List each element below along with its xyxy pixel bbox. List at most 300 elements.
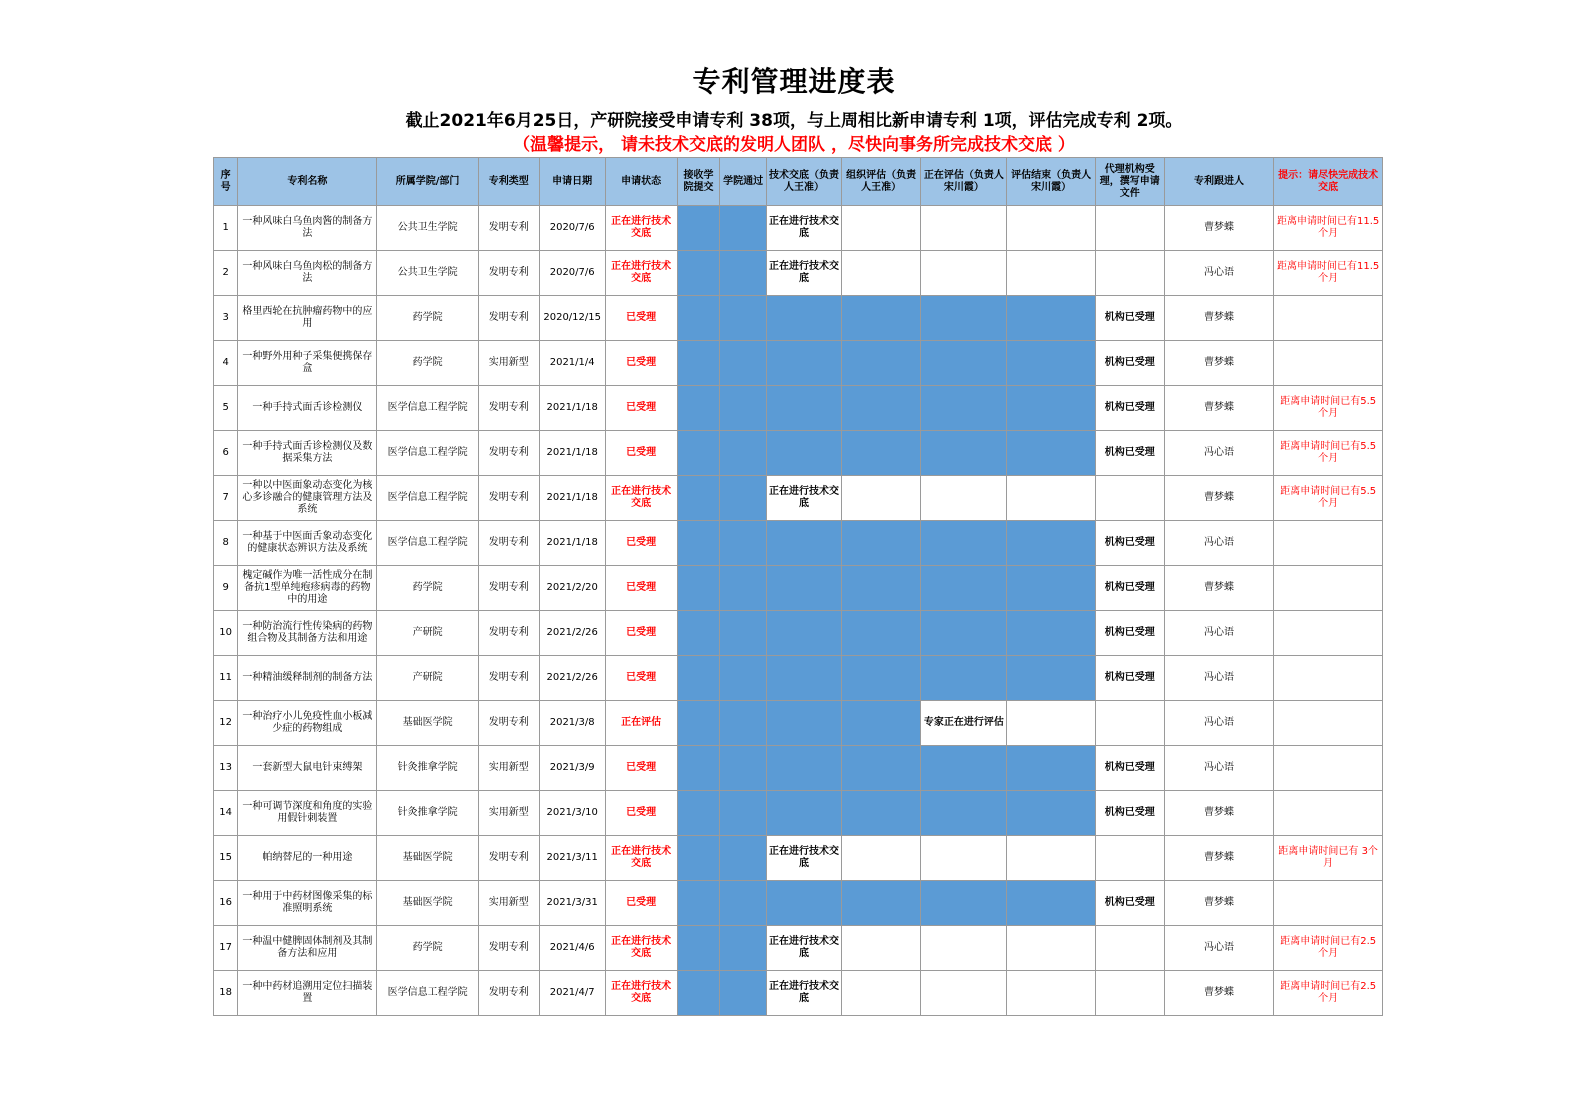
row-number: 6	[214, 431, 238, 476]
apply-status: 正在进行技术交底	[605, 476, 677, 521]
apply-status: 正在进行技术交底	[605, 251, 677, 296]
progress-eval-done	[1007, 206, 1095, 251]
apply-date: 2021/2/20	[539, 566, 605, 611]
col-header-evaluating: 正在评估（负责人宋川霞）	[921, 158, 1007, 206]
department: 药学院	[377, 926, 478, 971]
progress-received	[677, 836, 720, 881]
progress-approved	[720, 206, 767, 251]
table-row	[214, 656, 1383, 701]
apply-status: 正在进行技术交底	[605, 971, 677, 1016]
progress-organize-eval	[842, 971, 921, 1016]
progress-approved	[720, 476, 767, 521]
progress-disclosure	[766, 341, 841, 386]
progress-agency	[1095, 206, 1164, 251]
follow-up-person: 曹梦蝶	[1164, 971, 1274, 1016]
patent-type: 发明专利	[478, 386, 539, 431]
progress-agency	[1095, 701, 1164, 746]
col-header-dept: 所属学院/部门	[377, 158, 478, 206]
progress-organize-eval	[842, 566, 921, 611]
progress-disclosure: 正在进行技术交底	[766, 836, 841, 881]
progress-eval-done	[1007, 881, 1095, 926]
col-header-name: 专利名称	[238, 158, 377, 206]
progress-evaluating	[921, 296, 1007, 341]
progress-approved	[720, 296, 767, 341]
row-number: 11	[214, 656, 238, 701]
department: 针灸推拿学院	[377, 746, 478, 791]
progress-agency: 机构已受理	[1095, 386, 1164, 431]
progress-agency: 机构已受理	[1095, 521, 1164, 566]
table-row	[214, 746, 1383, 791]
patent-name: 一种手持式面舌诊检测仪	[238, 386, 377, 431]
table-row	[214, 926, 1383, 971]
table-row	[214, 701, 1383, 746]
progress-agency: 机构已受理	[1095, 656, 1164, 701]
progress-eval-done	[1007, 791, 1095, 836]
progress-organize-eval	[842, 206, 921, 251]
row-number: 1	[214, 206, 238, 251]
progress-received	[677, 971, 720, 1016]
apply-status: 已受理	[605, 881, 677, 926]
progress-eval-done	[1007, 521, 1095, 566]
apply-status: 已受理	[605, 386, 677, 431]
progress-approved	[720, 656, 767, 701]
progress-evaluating	[921, 656, 1007, 701]
progress-evaluating: 专家正在进行评估	[921, 701, 1007, 746]
apply-date: 2020/7/6	[539, 251, 605, 296]
reminder-tip: 距离申请时间已有 3个月	[1274, 836, 1383, 881]
progress-eval-done	[1007, 431, 1095, 476]
apply-status: 正在进行技术交底	[605, 206, 677, 251]
patent-name: 一种野外用种子采集便携保存盒	[238, 341, 377, 386]
department: 医学信息工程学院	[377, 476, 478, 521]
patent-type: 发明专利	[478, 611, 539, 656]
progress-disclosure	[766, 296, 841, 341]
progress-agency: 机构已受理	[1095, 566, 1164, 611]
progress-evaluating	[921, 881, 1007, 926]
patent-name: 槐定碱作为唯一活性成分在制备抗1型单纯疱疹病毒的药物中的用途	[238, 566, 377, 611]
progress-organize-eval	[842, 386, 921, 431]
table-row	[214, 566, 1383, 611]
progress-disclosure: 正在进行技术交底	[766, 251, 841, 296]
patent-name: 一种基于中医面舌象动态变化的健康状态辨识方法及系统	[238, 521, 377, 566]
patent-type: 发明专利	[478, 476, 539, 521]
row-number: 8	[214, 521, 238, 566]
apply-date: 2021/1/18	[539, 476, 605, 521]
apply-status: 正在评估	[605, 701, 677, 746]
patent-name: 一种手持式面舌诊检测仪及数据采集方法	[238, 431, 377, 476]
progress-approved	[720, 386, 767, 431]
apply-date: 2021/3/8	[539, 701, 605, 746]
table-row	[214, 431, 1383, 476]
apply-date: 2021/3/11	[539, 836, 605, 881]
progress-received	[677, 566, 720, 611]
progress-approved	[720, 701, 767, 746]
reminder-tip: 距离申请时间已有2.5个月	[1274, 971, 1383, 1016]
reminder-tip: 距离申请时间已有5.5个月	[1274, 476, 1383, 521]
progress-organize-eval	[842, 476, 921, 521]
row-number: 16	[214, 881, 238, 926]
patent-name: 一种精油缓释制剂的制备方法	[238, 656, 377, 701]
follow-up-person: 冯心语	[1164, 701, 1274, 746]
apply-date: 2021/1/18	[539, 521, 605, 566]
row-number: 14	[214, 791, 238, 836]
progress-organize-eval	[842, 746, 921, 791]
department: 基础医学院	[377, 881, 478, 926]
progress-disclosure	[766, 521, 841, 566]
progress-organize-eval	[842, 431, 921, 476]
apply-date: 2021/4/6	[539, 926, 605, 971]
col-header-status: 申请状态	[605, 158, 677, 206]
department: 医学信息工程学院	[377, 386, 478, 431]
patent-type: 发明专利	[478, 701, 539, 746]
patent-type: 发明专利	[478, 521, 539, 566]
row-number: 3	[214, 296, 238, 341]
table-row	[214, 881, 1383, 926]
apply-date: 2021/1/18	[539, 431, 605, 476]
progress-agency: 机构已受理	[1095, 296, 1164, 341]
progress-disclosure	[766, 791, 841, 836]
follow-up-person: 冯心语	[1164, 611, 1274, 656]
progress-evaluating	[921, 251, 1007, 296]
patent-name: 一种风味白乌鱼肉酱的制备方法	[238, 206, 377, 251]
progress-eval-done	[1007, 251, 1095, 296]
progress-organize-eval	[842, 296, 921, 341]
reminder-tip: 距离申请时间已有11.5个月	[1274, 251, 1383, 296]
progress-approved	[720, 836, 767, 881]
department: 基础医学院	[377, 701, 478, 746]
progress-organize-eval	[842, 341, 921, 386]
follow-up-person: 曹梦蝶	[1164, 836, 1274, 881]
follow-up-person: 曹梦蝶	[1164, 791, 1274, 836]
follow-up-person: 曹梦蝶	[1164, 206, 1274, 251]
patent-type: 发明专利	[478, 656, 539, 701]
follow-up-person: 曹梦蝶	[1164, 341, 1274, 386]
department: 公共卫生学院	[377, 206, 478, 251]
patent-name: 一种中药材追溯用定位扫描装置	[238, 971, 377, 1016]
progress-received	[677, 611, 720, 656]
progress-received	[677, 746, 720, 791]
table-row	[214, 206, 1383, 251]
progress-disclosure	[766, 746, 841, 791]
progress-disclosure	[766, 611, 841, 656]
follow-up-person: 冯心语	[1164, 251, 1274, 296]
follow-up-person: 曹梦蝶	[1164, 386, 1274, 431]
department: 针灸推拿学院	[377, 791, 478, 836]
progress-eval-done	[1007, 341, 1095, 386]
follow-up-person: 冯心语	[1164, 656, 1274, 701]
progress-evaluating	[921, 341, 1007, 386]
progress-eval-done	[1007, 971, 1095, 1016]
apply-date: 2021/1/4	[539, 341, 605, 386]
reminder-tip	[1274, 791, 1383, 836]
reminder-tip: 距离申请时间已有2.5个月	[1274, 926, 1383, 971]
progress-agency: 机构已受理	[1095, 341, 1164, 386]
apply-date: 2021/4/7	[539, 971, 605, 1016]
department: 基础医学院	[377, 836, 478, 881]
reminder-tip	[1274, 701, 1383, 746]
patent-name: 格里西轮在抗肿瘤药物中的应用	[238, 296, 377, 341]
progress-received	[677, 926, 720, 971]
table-row	[214, 341, 1383, 386]
progress-organize-eval	[842, 836, 921, 881]
row-number: 4	[214, 341, 238, 386]
follow-up-person: 冯心语	[1164, 926, 1274, 971]
row-number: 13	[214, 746, 238, 791]
patent-name: 一套新型大鼠电针束缚架	[238, 746, 377, 791]
row-number: 12	[214, 701, 238, 746]
progress-agency: 机构已受理	[1095, 791, 1164, 836]
apply-status: 已受理	[605, 791, 677, 836]
reminder-tip: 距离申请时间已有5.5个月	[1274, 431, 1383, 476]
table-row	[214, 476, 1383, 521]
progress-approved	[720, 746, 767, 791]
row-number: 7	[214, 476, 238, 521]
follow-up-person: 曹梦蝶	[1164, 476, 1274, 521]
table-row	[214, 791, 1383, 836]
progress-approved	[720, 971, 767, 1016]
progress-eval-done	[1007, 746, 1095, 791]
apply-status: 已受理	[605, 341, 677, 386]
department: 药学院	[377, 296, 478, 341]
progress-approved	[720, 341, 767, 386]
progress-agency	[1095, 926, 1164, 971]
patent-type: 发明专利	[478, 296, 539, 341]
department: 产研院	[377, 611, 478, 656]
progress-evaluating	[921, 521, 1007, 566]
department: 产研院	[377, 656, 478, 701]
progress-organize-eval	[842, 791, 921, 836]
department: 医学信息工程学院	[377, 521, 478, 566]
reminder-tip	[1274, 611, 1383, 656]
progress-organize-eval	[842, 701, 921, 746]
progress-evaluating	[921, 386, 1007, 431]
progress-approved	[720, 611, 767, 656]
apply-date: 2021/3/10	[539, 791, 605, 836]
row-number: 15	[214, 836, 238, 881]
col-header-eval-done: 评估结束（负责人宋川霞）	[1007, 158, 1095, 206]
progress-disclosure	[766, 386, 841, 431]
patent-type: 发明专利	[478, 566, 539, 611]
progress-eval-done	[1007, 386, 1095, 431]
col-header-received: 接收学院提交	[677, 158, 720, 206]
progress-eval-done	[1007, 836, 1095, 881]
table-row	[214, 521, 1383, 566]
progress-organize-eval	[842, 251, 921, 296]
progress-approved	[720, 881, 767, 926]
patent-name: 一种温中健脾固体制剂及其制备方法和应用	[238, 926, 377, 971]
progress-approved	[720, 926, 767, 971]
patent-type: 实用新型	[478, 746, 539, 791]
progress-eval-done	[1007, 611, 1095, 656]
apply-date: 2021/3/31	[539, 881, 605, 926]
progress-approved	[720, 791, 767, 836]
progress-received	[677, 701, 720, 746]
row-number: 18	[214, 971, 238, 1016]
apply-date: 2021/1/18	[539, 386, 605, 431]
progress-disclosure	[766, 566, 841, 611]
patent-name: 一种用于中药材图像采集的标准照明系统	[238, 881, 377, 926]
progress-approved	[720, 431, 767, 476]
progress-disclosure: 正在进行技术交底	[766, 206, 841, 251]
follow-up-person: 冯心语	[1164, 746, 1274, 791]
patent-type: 实用新型	[478, 881, 539, 926]
row-number: 10	[214, 611, 238, 656]
apply-status: 已受理	[605, 431, 677, 476]
apply-status: 已受理	[605, 746, 677, 791]
apply-date: 2020/7/6	[539, 206, 605, 251]
apply-status: 已受理	[605, 296, 677, 341]
progress-agency: 机构已受理	[1095, 746, 1164, 791]
table-row	[214, 971, 1383, 1016]
progress-received	[677, 431, 720, 476]
progress-eval-done	[1007, 296, 1095, 341]
patent-name: 一种以中医面象动态变化为核心多诊融合的健康管理方法及系统	[238, 476, 377, 521]
patent-type: 发明专利	[478, 971, 539, 1016]
reminder-tip	[1274, 566, 1383, 611]
table-row	[214, 611, 1383, 656]
col-header-disclosure: 技术交底（负责人王准）	[766, 158, 841, 206]
progress-disclosure	[766, 656, 841, 701]
progress-organize-eval	[842, 521, 921, 566]
department: 医学信息工程学院	[377, 971, 478, 1016]
apply-status: 已受理	[605, 656, 677, 701]
reminder-tip	[1274, 341, 1383, 386]
apply-date: 2021/3/9	[539, 746, 605, 791]
patent-type: 实用新型	[478, 791, 539, 836]
follow-up-person: 曹梦蝶	[1164, 566, 1274, 611]
progress-agency: 机构已受理	[1095, 431, 1164, 476]
progress-disclosure: 正在进行技术交底	[766, 476, 841, 521]
reminder-notice: （温馨提示， 请未技术交底的发明人团队 ，尽快向事务所完成技术交底 ）	[513, 135, 1075, 155]
reminder-tip	[1274, 656, 1383, 701]
patent-progress-table	[213, 157, 1383, 1016]
follow-up-person: 冯心语	[1164, 431, 1274, 476]
progress-received	[677, 476, 720, 521]
patent-type: 发明专利	[478, 836, 539, 881]
progress-received	[677, 386, 720, 431]
reminder-tip: 距离申请时间已有11.5个月	[1274, 206, 1383, 251]
progress-approved	[720, 566, 767, 611]
patent-type: 发明专利	[478, 926, 539, 971]
progress-evaluating	[921, 566, 1007, 611]
apply-status: 已受理	[605, 521, 677, 566]
progress-organize-eval	[842, 881, 921, 926]
col-header-type: 专利类型	[478, 158, 539, 206]
table-row	[214, 836, 1383, 881]
apply-status: 已受理	[605, 611, 677, 656]
reminder-tip	[1274, 521, 1383, 566]
patent-type: 发明专利	[478, 251, 539, 296]
progress-received	[677, 341, 720, 386]
progress-disclosure	[766, 431, 841, 476]
progress-received	[677, 206, 720, 251]
follow-up-person: 冯心语	[1164, 521, 1274, 566]
progress-disclosure: 正在进行技术交底	[766, 971, 841, 1016]
department: 药学院	[377, 566, 478, 611]
row-number: 5	[214, 386, 238, 431]
col-header-agency: 代理机构受理，撰写申请文件	[1095, 158, 1164, 206]
progress-organize-eval	[842, 656, 921, 701]
patent-name: 帕纳替尼的一种用途	[238, 836, 377, 881]
progress-organize-eval	[842, 611, 921, 656]
col-header-date: 申请日期	[539, 158, 605, 206]
patent-name: 一种治疗小儿免疫性血小板减少症的药物组成	[238, 701, 377, 746]
progress-received	[677, 656, 720, 701]
patent-name: 一种风味白乌鱼肉松的制备方法	[238, 251, 377, 296]
apply-date: 2021/2/26	[539, 611, 605, 656]
progress-approved	[720, 251, 767, 296]
apply-status: 正在进行技术交底	[605, 836, 677, 881]
apply-status: 正在进行技术交底	[605, 926, 677, 971]
col-header-owner: 专利跟进人	[1164, 158, 1274, 206]
reminder-tip	[1274, 881, 1383, 926]
apply-date: 2020/12/15	[539, 296, 605, 341]
progress-agency	[1095, 476, 1164, 521]
reminder-tip: 距离申请时间已有5.5个月	[1274, 386, 1383, 431]
row-number: 2	[214, 251, 238, 296]
progress-received	[677, 521, 720, 566]
progress-disclosure	[766, 881, 841, 926]
progress-organize-eval	[842, 926, 921, 971]
department: 公共卫生学院	[377, 251, 478, 296]
progress-eval-done	[1007, 926, 1095, 971]
progress-agency: 机构已受理	[1095, 881, 1164, 926]
patent-type: 发明专利	[478, 206, 539, 251]
progress-received	[677, 251, 720, 296]
progress-eval-done	[1007, 566, 1095, 611]
follow-up-person: 曹梦蝶	[1164, 881, 1274, 926]
col-header-approved: 学院通过	[720, 158, 767, 206]
progress-evaluating	[921, 836, 1007, 881]
progress-agency: 机构已受理	[1095, 611, 1164, 656]
progress-evaluating	[921, 971, 1007, 1016]
page-title: 专利管理进度表	[692, 65, 896, 98]
progress-agency	[1095, 971, 1164, 1016]
summary-line: 截止2021年6月25日，产研院接受申请专利 38项，与上周相比新申请专利 1项，评估完成专利 2项。	[405, 111, 1183, 131]
apply-date: 2021/2/26	[539, 656, 605, 701]
follow-up-person: 曹梦蝶	[1164, 296, 1274, 341]
progress-eval-done	[1007, 476, 1095, 521]
progress-received	[677, 296, 720, 341]
progress-evaluating	[921, 791, 1007, 836]
row-number: 17	[214, 926, 238, 971]
progress-disclosure: 正在进行技术交底	[766, 926, 841, 971]
progress-approved	[720, 521, 767, 566]
progress-disclosure	[766, 701, 841, 746]
col-header-no: 序号	[214, 158, 238, 206]
col-header-organize-eval: 组织评估（负责人王准）	[842, 158, 921, 206]
progress-eval-done	[1007, 701, 1095, 746]
reminder-tip	[1274, 296, 1383, 341]
progress-evaluating	[921, 926, 1007, 971]
row-number: 9	[214, 566, 238, 611]
progress-evaluating	[921, 476, 1007, 521]
col-header-tip: 提示：请尽快完成技术交底	[1274, 158, 1383, 206]
header-row	[214, 158, 1383, 206]
progress-eval-done	[1007, 656, 1095, 701]
patent-name: 一种可调节深度和角度的实验用假针刺装置	[238, 791, 377, 836]
progress-evaluating	[921, 611, 1007, 656]
progress-evaluating	[921, 431, 1007, 476]
progress-evaluating	[921, 206, 1007, 251]
progress-evaluating	[921, 746, 1007, 791]
table-row	[214, 386, 1383, 431]
apply-status: 已受理	[605, 566, 677, 611]
reminder-tip	[1274, 746, 1383, 791]
patent-type: 实用新型	[478, 341, 539, 386]
progress-agency	[1095, 836, 1164, 881]
department: 药学院	[377, 341, 478, 386]
